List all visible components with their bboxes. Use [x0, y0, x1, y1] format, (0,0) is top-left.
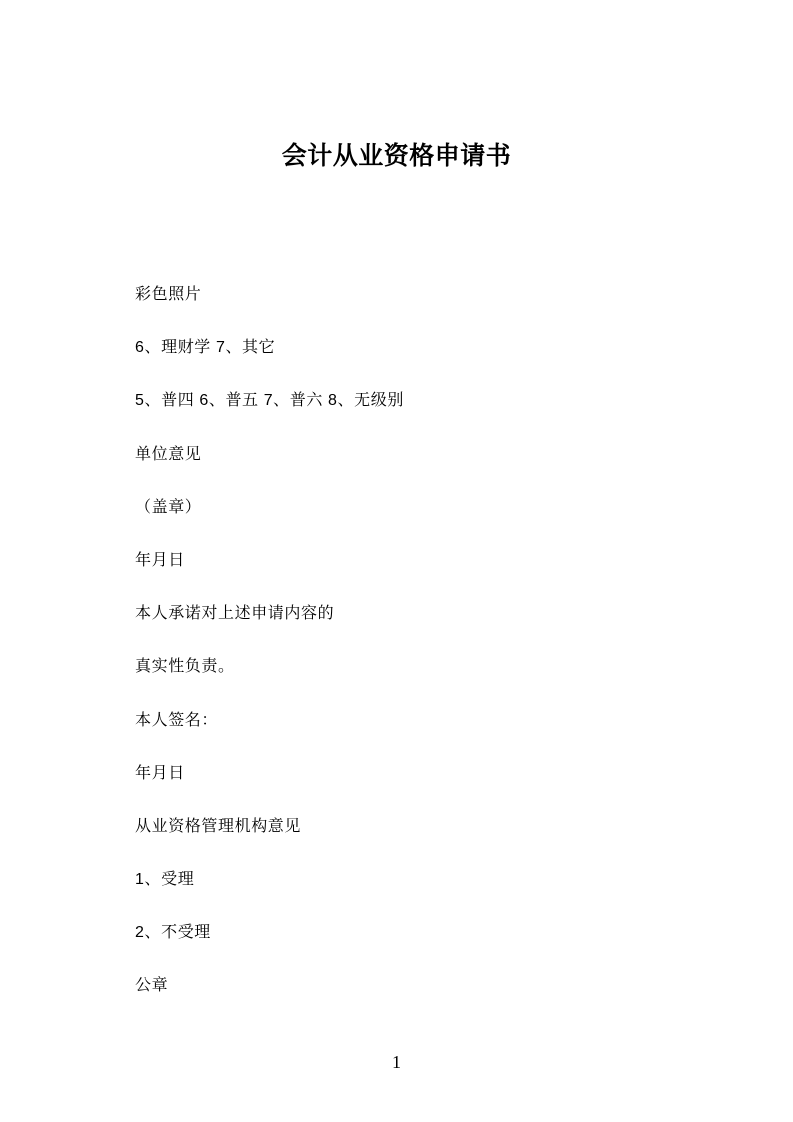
paragraph-commitment-2: 真实性负责。 [135, 658, 235, 676]
paragraph-commitment-1: 本人承诺对上述申请内容的 [135, 605, 335, 623]
paragraph-date-1: 年月日 [135, 551, 185, 569]
paragraph-unit-opinion: 单位意见 [135, 445, 202, 463]
paragraph-authority-opinion: 从业资格管理机构意见 [135, 817, 302, 835]
paragraph-reject: 2、不受理 [135, 924, 211, 942]
document-title: 会计从业资格申请书 [281, 142, 512, 170]
paragraph-signature: 本人签名： [135, 711, 219, 729]
paragraph-major-options: 6、理财学 7、其它 [135, 339, 276, 357]
page-number: 1 [392, 1052, 401, 1072]
paragraph-official-seal: 公章 [135, 977, 169, 995]
paragraph-accept: 1、受理 [135, 871, 195, 889]
paragraph-seal: （盖章） [135, 498, 202, 516]
paragraph-mandarin-levels: 5、普四 6、普五 7、普六 8、无级别 [135, 392, 404, 410]
paragraph-date-2: 年月日 [135, 764, 185, 782]
paragraph-photo: 彩色照片 [135, 286, 202, 303]
document-body [135, 284, 695, 1029]
